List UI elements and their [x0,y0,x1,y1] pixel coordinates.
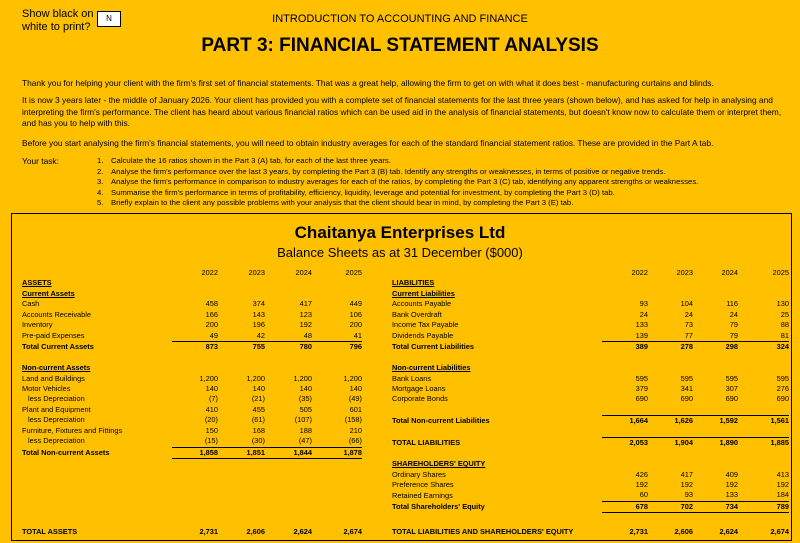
row-value: 24 [639,309,648,319]
row-value [218,278,265,288]
task-item [97,177,698,188]
row-value: (30) [251,436,265,446]
task-text: Analyse the firm's performance in comparison to industry averages for each of the ratios, by completing the Part 3 (C) tab, identifying any apparent strengths or weaknesses. [111,177,699,187]
row-value: 595 [680,373,693,383]
row-label [22,353,172,363]
row-value: 192 [776,480,789,489]
row-value [648,449,693,459]
row-value: 41 [353,330,362,340]
row-value: 49 [209,330,218,340]
row-value [172,363,218,373]
row-value [218,289,265,299]
row-value [738,427,789,438]
row-value: 1,664 [602,416,648,427]
row-value [265,363,312,373]
row-value: 1,858 [172,447,218,458]
row-value: (21) [251,394,265,404]
row-value: 1,200 [246,373,265,383]
row-label: Accounts Receivable [22,309,92,319]
row-value: 1,885 [738,438,789,449]
row-label: ASSETS [22,278,52,288]
task-number: 3. [97,177,104,187]
table-row [392,490,789,501]
table-row [22,363,362,373]
row-value: 77 [684,330,693,340]
row-value: 123 [299,309,312,319]
row-value [312,363,362,373]
table-row [22,353,362,363]
table-row [392,449,789,459]
total-liabilities-equity-table [392,527,789,537]
row-value: (61) [251,415,265,425]
row-value [648,278,693,288]
assets-table [22,268,362,459]
row-value [648,459,693,469]
row-label [392,427,602,438]
row-value: 734 [693,501,738,512]
row-value: 81 [780,330,789,340]
row-value [172,289,218,299]
row-value: 1,844 [265,447,312,458]
total-assets-label: TOTAL ASSETS [22,527,78,536]
row-value: 192 [680,480,693,489]
row-value: 25 [780,309,789,319]
row-value [648,405,693,416]
row-label: SHAREHOLDERS' EQUITY [392,459,486,469]
row-value: 79 [729,320,738,330]
table-row [22,394,362,404]
total-assets-value: 2,731 [199,527,218,536]
intro-paragraph-1: Thank you for helping your client with the firm's first set of financial statements. That was a great help, allowing the firm to get on with what it does best - manufacturing curtains and blinds. [22,78,714,88]
table-row [22,278,362,288]
row-value: 1,200 [199,373,218,383]
row-value: 374 [252,299,265,309]
row-value: 24 [729,309,738,319]
row-label: less Depreciation [28,436,85,446]
row-value: 143 [252,309,265,319]
course-title: INTRODUCTION TO ACCOUNTING AND FINANCE [272,13,528,25]
row-value [602,449,648,459]
table-row [392,363,789,373]
row-value: 413 [776,469,789,479]
row-value: 168 [252,425,265,435]
row-value: 133 [725,490,738,500]
header-blank [392,268,602,278]
row-value [693,278,738,288]
row-value: 106 [349,309,362,319]
table-row [22,289,362,299]
table-row [392,299,789,309]
row-value: (158) [344,415,362,425]
task-text: Summarise the firm's performance in terms of profitability, efficiency, liquidity, leverage and potential for investment, by completing the Part 3 (D) tab. [111,187,615,197]
table-row [392,331,789,342]
task-number: 5. [97,198,104,208]
row-value: 1,878 [312,447,362,458]
row-label: Preference Shares [392,480,454,489]
row-value: 409 [725,469,738,479]
row-value: 73 [684,320,693,330]
row-value: 449 [349,299,362,309]
row-value [648,427,693,438]
row-value [602,289,648,299]
row-label: Bank Loans [392,373,432,383]
row-value: 796 [312,342,362,353]
row-value: 1,904 [648,438,693,449]
task-item [97,188,698,199]
row-value: 130 [776,299,789,309]
total-liab-equity-value: 2,606 [674,527,693,536]
row-value: 188 [299,425,312,435]
row-label: Non-current Assets [22,363,91,373]
row-value: 210 [349,425,362,435]
row-value [738,278,789,288]
task-text: Calculate the 16 ratios shown in the Part 3 (A) tab, for each of the last three years. [111,156,391,165]
page-title: PART 3: FINANCIAL STATEMENT ANALYSIS [201,35,599,56]
row-value: 93 [684,490,693,500]
row-value: 601 [349,404,362,414]
table-row [392,427,789,438]
row-value: 60 [639,490,648,500]
task-number: 4. [97,187,104,197]
row-value: (47) [298,436,312,446]
year-header-cell: 2022 [631,268,648,277]
row-value: 79 [729,330,738,340]
intro-paragraph-2: It is now 3 years later - the middle of January 2026. Your client has provided you with a complete set of financial statements for the last three years (shown below), and has asked for help in analysing and interpreting the firm's performance. The client has heard about various financial ratios which can be used aid in the analysis of financial statements, but doesn't know now to calculate them or interpret them, and has you to help with this. [22,95,782,128]
row-value: 276 [776,383,789,393]
task-number: 1. [97,156,104,165]
task-list [97,156,698,209]
row-value: 192 [635,480,648,489]
row-value [738,459,789,469]
row-value: 140 [205,383,218,393]
row-value [738,363,789,373]
row-value: 1,626 [648,416,693,427]
row-value [602,405,648,416]
row-value [693,289,738,299]
total-assets-value: 2,624 [293,527,312,536]
row-value: (35) [298,394,312,404]
row-label: Plant and Equipment [22,404,91,414]
row-label: Total Current Assets [22,341,94,351]
row-value: 455 [252,404,265,414]
row-value [693,353,738,363]
row-value [218,353,265,363]
row-label: Furniture, Fixtures and Fittings [22,425,123,435]
row-value: 324 [738,342,789,353]
row-value [312,278,362,288]
task-item [97,167,698,178]
row-value: 166 [205,309,218,319]
total-liab-equity-value: 2,624 [719,527,738,536]
print-toggle-label: Show black on white to print? [22,8,94,33]
row-label: Total Non-current Assets [22,447,110,457]
table-row [392,394,789,404]
row-value: 505 [299,404,312,414]
row-label [392,353,602,363]
table-row [392,384,789,394]
row-value [218,363,265,373]
row-value: 873 [172,342,218,353]
row-value [602,278,648,288]
liabilities-equity-table [392,268,789,513]
row-label: less Depreciation [28,415,85,425]
row-label: Current Assets [22,288,75,298]
row-value: (15) [204,436,218,446]
row-value [738,449,789,459]
table-row [392,438,789,449]
row-value: 200 [349,320,362,330]
total-assets-value: 2,674 [343,527,362,536]
row-value: 458 [205,299,218,309]
row-label: Bank Overdraft [392,309,442,319]
row-label: less Depreciation [28,394,85,404]
row-value: 1,592 [693,416,738,427]
table-row [392,405,789,416]
row-value [648,353,693,363]
row-label: TOTAL LIABILITIES [392,437,461,447]
liabilities-year-header [392,268,789,278]
year-header-cell: 2025 [345,268,362,277]
row-value: 298 [693,342,738,353]
row-label [392,405,602,416]
row-value [648,363,693,373]
table-row [22,447,362,458]
row-value: 410 [205,404,218,414]
row-value: 702 [648,501,693,512]
row-value: 389 [602,342,648,353]
row-value [738,289,789,299]
row-value: 140 [299,383,312,393]
table-row [22,374,362,384]
year-header-cell: 2023 [676,268,693,277]
task-item [97,156,698,167]
row-value: (7) [208,394,218,404]
row-value [265,278,312,288]
intro-paragraph-3: Before you start analysing the firm's financial statements, you will need to obtain industry averages for each of the standard financial statement ratios. These are provided in the Part A tab. [22,138,714,148]
table-row [392,289,789,299]
row-value: 48 [303,330,312,340]
task-number: 2. [97,166,104,176]
row-value: 595 [776,373,789,383]
row-label [392,449,602,459]
task-text: Analyse the firm's performance over the last 3 years, by completing the Part 3 (B) tab. Identify any strengths or weaknesses, in terms of positive or negative trends. [111,166,666,176]
row-value [602,363,648,373]
row-value: 755 [218,342,265,353]
table-row [392,459,789,469]
row-label: Inventory [22,320,53,330]
year-header-cell: 2024 [721,268,738,277]
total-liab-equity-value: 2,731 [629,527,648,536]
row-value [312,289,362,299]
row-value: 678 [602,501,648,512]
row-value: 196 [252,320,265,330]
row-value: 1,200 [343,373,362,383]
total-liab-equity-label: TOTAL LIABILITIES AND SHAREHOLDERS' EQUITY [392,527,574,536]
table-row [22,320,362,330]
row-label: LIABILITIES [392,278,435,288]
row-value: 2,053 [602,438,648,449]
row-value [602,353,648,363]
row-value: 690 [635,394,648,404]
row-value: 42 [256,330,265,340]
print-toggle-input[interactable]: N [97,11,121,27]
table-row [22,436,362,447]
table-row [22,342,362,353]
row-label: Mortgage Loans [392,383,446,393]
row-value: 24 [684,309,693,319]
row-label: Motor Vehicles [22,383,71,393]
row-value: (107) [294,415,312,425]
row-value [172,353,218,363]
row-value: 426 [635,469,648,479]
row-label: Total Current Liabilities [392,341,474,351]
row-value: 200 [205,320,218,330]
row-label: Land and Buildings [22,373,85,383]
row-value: 341 [680,383,693,393]
row-value [265,353,312,363]
row-value [693,363,738,373]
table-row [392,342,789,353]
row-value: 780 [265,342,312,353]
row-value: 379 [635,383,648,393]
row-value [693,405,738,416]
row-value [312,353,362,363]
row-label: Total Shareholders' Equity [392,501,485,511]
task-label: Your task: [22,156,59,166]
company-name: Chaitanya Enterprises Ltd [294,223,506,242]
row-value: (49) [348,394,362,404]
header-blank [22,268,172,278]
year-header-cell: 2024 [295,268,312,277]
row-value: 139 [635,330,648,340]
table-row [392,320,789,330]
row-label: Retained Earnings [392,490,453,500]
row-label: Total Non-current Liabilities [392,416,490,426]
row-value [602,427,648,438]
total-liab-equity-value: 2,674 [770,527,789,536]
row-value: 184 [776,490,789,500]
row-value: 150 [205,425,218,435]
table-row [392,416,789,427]
task-item [97,198,698,209]
row-value: 690 [776,394,789,404]
row-value: 789 [738,501,789,512]
row-value: 140 [252,383,265,393]
row-label: Corporate Bonds [392,394,448,404]
row-label: Cash [22,299,40,309]
row-label: Ordinary Shares [392,469,446,479]
task-text: Briefly explain to the client any possible problems with your analysis that the client should bear in mind, by completing the Part 3 (E) tab. [111,198,574,208]
row-value: 307 [725,383,738,393]
row-value: 595 [635,373,648,383]
row-value [265,289,312,299]
row-value: 690 [725,394,738,404]
table-row [22,331,362,342]
row-value: 133 [635,320,648,330]
row-value: 88 [780,320,789,330]
row-value: 140 [349,383,362,393]
row-value: (66) [348,436,362,446]
row-value: (20) [204,415,218,425]
row-value: 417 [299,299,312,309]
row-value [738,353,789,363]
row-value: 93 [639,299,648,309]
table-row [22,384,362,394]
row-value [693,427,738,438]
table-row [392,310,789,320]
row-value [172,278,218,288]
table-row [22,415,362,425]
table-row [392,501,789,512]
row-value: 278 [648,342,693,353]
row-label: Dividends Payable [392,330,454,340]
year-header-cell: 2025 [772,268,789,277]
balance-sheet-subtitle: Balance Sheets as at 31 December ($000) [277,245,523,260]
table-row [22,310,362,320]
table-row [22,299,362,309]
total-assets-value: 2,606 [246,527,265,536]
row-value [738,405,789,416]
table-row [392,278,789,288]
year-header-cell: 2023 [248,268,265,277]
table-row [22,426,362,436]
row-value: 116 [726,299,738,309]
row-value [648,289,693,299]
row-label: Pre-paid Expenses [22,330,85,340]
row-value: 192 [299,320,312,330]
row-value: 417 [680,469,693,479]
row-label: Income Tax Payable [392,320,459,330]
year-header-cell: 2022 [201,268,218,277]
row-value [602,459,648,469]
row-value: 1,561 [738,416,789,427]
row-value: 595 [725,373,738,383]
table-row [392,374,789,384]
row-value [693,459,738,469]
table-row [22,405,362,415]
row-label: Accounts Payable [392,299,452,309]
table-row [392,353,789,363]
row-value: 1,851 [218,447,265,458]
row-label: Current Liabilities [392,288,455,298]
table-row [392,480,789,490]
table-row [392,470,789,480]
row-label: Non-current Liabilities [392,363,471,373]
total-assets-table [22,527,362,537]
row-value: 192 [725,480,738,489]
row-value: 690 [680,394,693,404]
assets-year-header [22,268,362,278]
row-value [693,449,738,459]
row-value: 1,200 [293,373,312,383]
row-value: 104 [680,299,693,309]
row-value: 1,890 [693,438,738,449]
